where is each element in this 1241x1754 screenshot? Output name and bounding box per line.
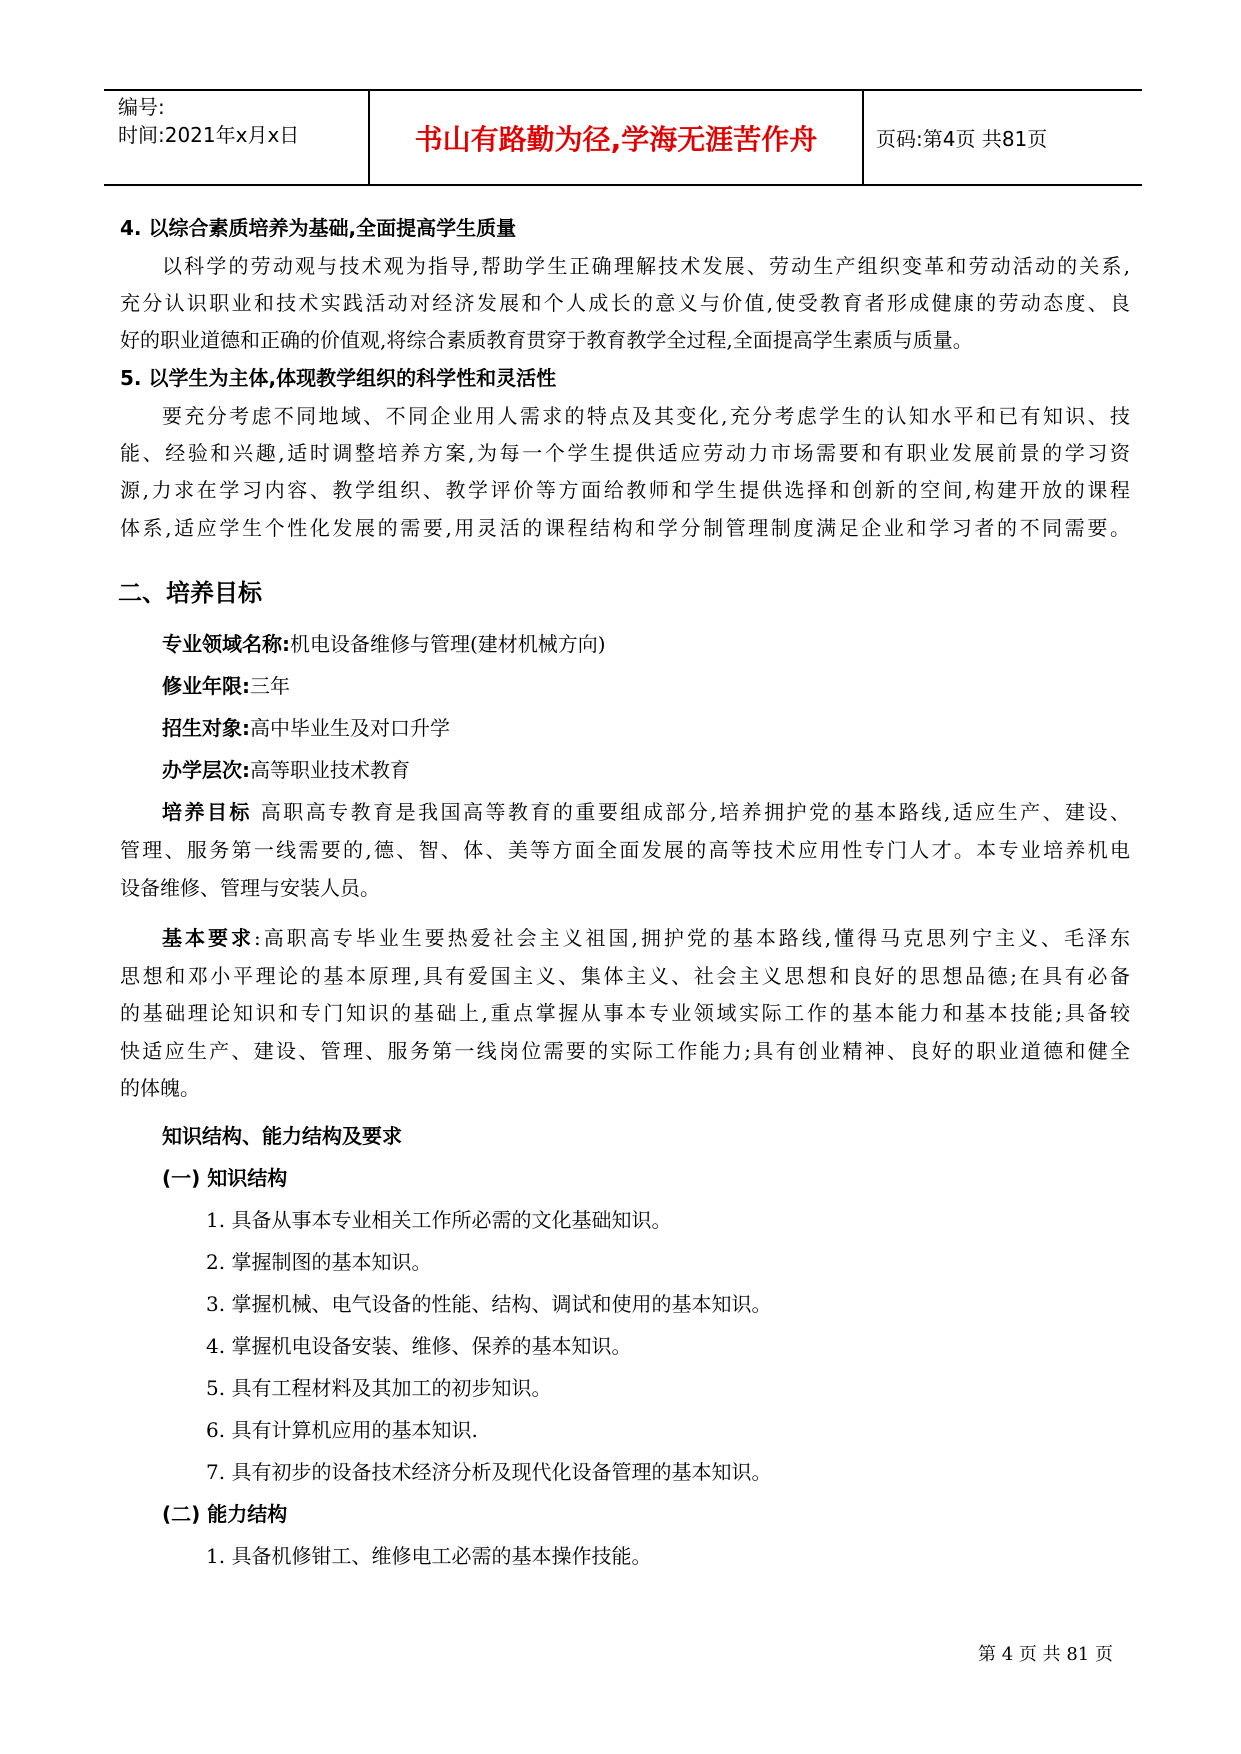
list-item: 7. 具有初步的设备技术经济分析及现代化设备管理的基本知识。 [206,1460,772,1484]
years-value: 三年 [250,674,290,698]
years-row [162,670,290,699]
level-row [162,754,410,783]
req-label: 基本要求 [162,926,254,950]
level-value: 高等职业技术教育 [250,758,410,782]
enroll-value: 高中毕业生及对口升学 [250,716,450,740]
field-value: 机电设备维修与管理(建材机械方向) [290,632,606,656]
paragraph-line: 的基础理论知识和专门知识的基础上,重点掌握从事本专业领域实际工作的基本能力和基本技能;具备较 [120,1001,1130,1025]
enroll-label: 招生对象: [162,716,250,740]
page-header [104,89,1142,186]
req-line [162,922,1130,951]
goal-line [162,796,1130,825]
level-label: 办学层次: [162,758,250,782]
paragraph-line: 要充分考虑不同地域、不同企业用人需求的特点及其变化,充分考虑学生的认知水平和已有知识、技 [162,404,1130,428]
paragraph-line: 源,力求在学习内容、教学组织、教学评价等方面给教师和学生提供选择和创新的空间,构建开放的课程 [120,478,1130,502]
years-label: 修业年限: [162,674,250,698]
header-page-label: 页码:第4页 共81页 [876,127,1048,151]
section-heading: 二、培养目标 [118,579,262,607]
paragraph-line: 好的职业道德和正确的价值观,将综合素质教育贯穿于教育教学全过程,全面提高学生素质与质量。 [120,328,973,352]
header-meta [104,91,370,184]
list-item: 1. 具备机修钳工、维修电工必需的基本操作技能。 [206,1544,652,1568]
goal-label: 培养目标 [162,800,252,824]
list-item: 1. 具备从事本专业相关工作所必需的文化基础知识。 [206,1208,672,1232]
ability-title: (二) 能力结构 [162,1502,288,1526]
page-footer: 第 4 页 共 81 页 [978,1644,1113,1665]
list-item: 2. 掌握制图的基本知识。 [206,1250,432,1274]
list-item: 5. 具有工程材料及其加工的初步知识。 [206,1376,552,1400]
paragraph-line: 管理、服务第一线需要的,德、智、体、美等方面全面发展的高等技术应用性专门人才。本专业培养机电 [120,838,1130,862]
number-label: 编号: [118,95,165,119]
list-item: 6. 具有计算机应用的基本知识. [206,1418,478,1442]
enroll-row [162,712,450,741]
section-4-title: 4. 以综合素质培养为基础,全面提高学生质量 [120,216,517,240]
section-5-title: 5. 以学生为主体,体现教学组织的科学性和灵活性 [120,366,557,390]
paragraph-line: 充分认识职业和技术实践活动对经济发展和个人成长的意义与价值,使受教育者形成健康的劳动态度、良 [120,291,1130,315]
paragraph-line: 设备维修、管理与安装人员。 [120,876,380,900]
structure-title: 知识结构、能力结构及要求 [162,1124,402,1148]
knowledge-title: (一) 知识结构 [162,1166,288,1190]
time-label: 时间:2021年x月x日 [118,123,300,147]
paragraph-line: 以科学的劳动观与技术观为指导,帮助学生正确理解技术发展、劳动生产组织变革和劳动活动的关系, [162,254,1130,278]
header-motto: 书山有路勤为径,学海无涯苦作舟 [370,91,864,184]
goal-text: 高职高专教育是我国高等教育的重要组成部分,培养拥护党的基本路线,适应生产、建设、 [260,800,1131,824]
paragraph-line: 体系,适应学生个性化发展的需要,用灵活的课程结构和学分制管理制度满足企业和学习者的不同需要。 [120,516,1130,540]
paragraph-line: 思想和邓小平理论的基本原理,具有爱国主义、集体主义、社会主义思想和良好的思想品德;在具有必备 [120,964,1130,988]
paragraph-line: 能、经验和兴趣,适时调整培养方案,为每一个学生提供适应劳动力市场需要和有职业发展前景的学习资 [120,441,1130,465]
list-item: 3. 掌握机械、电气设备的性能、结构、调试和使用的基本知识。 [206,1292,772,1316]
req-text: :高职高专毕业生要热爱社会主义祖国,拥护党的基本路线,懂得马克思列宁主义、毛泽东 [253,926,1131,950]
list-item: 4. 掌握机电设备安装、维修、保养的基本知识。 [206,1334,632,1358]
paragraph-line: 快适应生产、建设、管理、服务第一线岗位需要的实际工作能力;具有创业精神、良好的职业道德和健全 [120,1039,1130,1063]
paragraph-line: 的体魄。 [120,1076,200,1100]
field-row [162,628,606,657]
field-label: 专业领域名称: [162,632,290,656]
